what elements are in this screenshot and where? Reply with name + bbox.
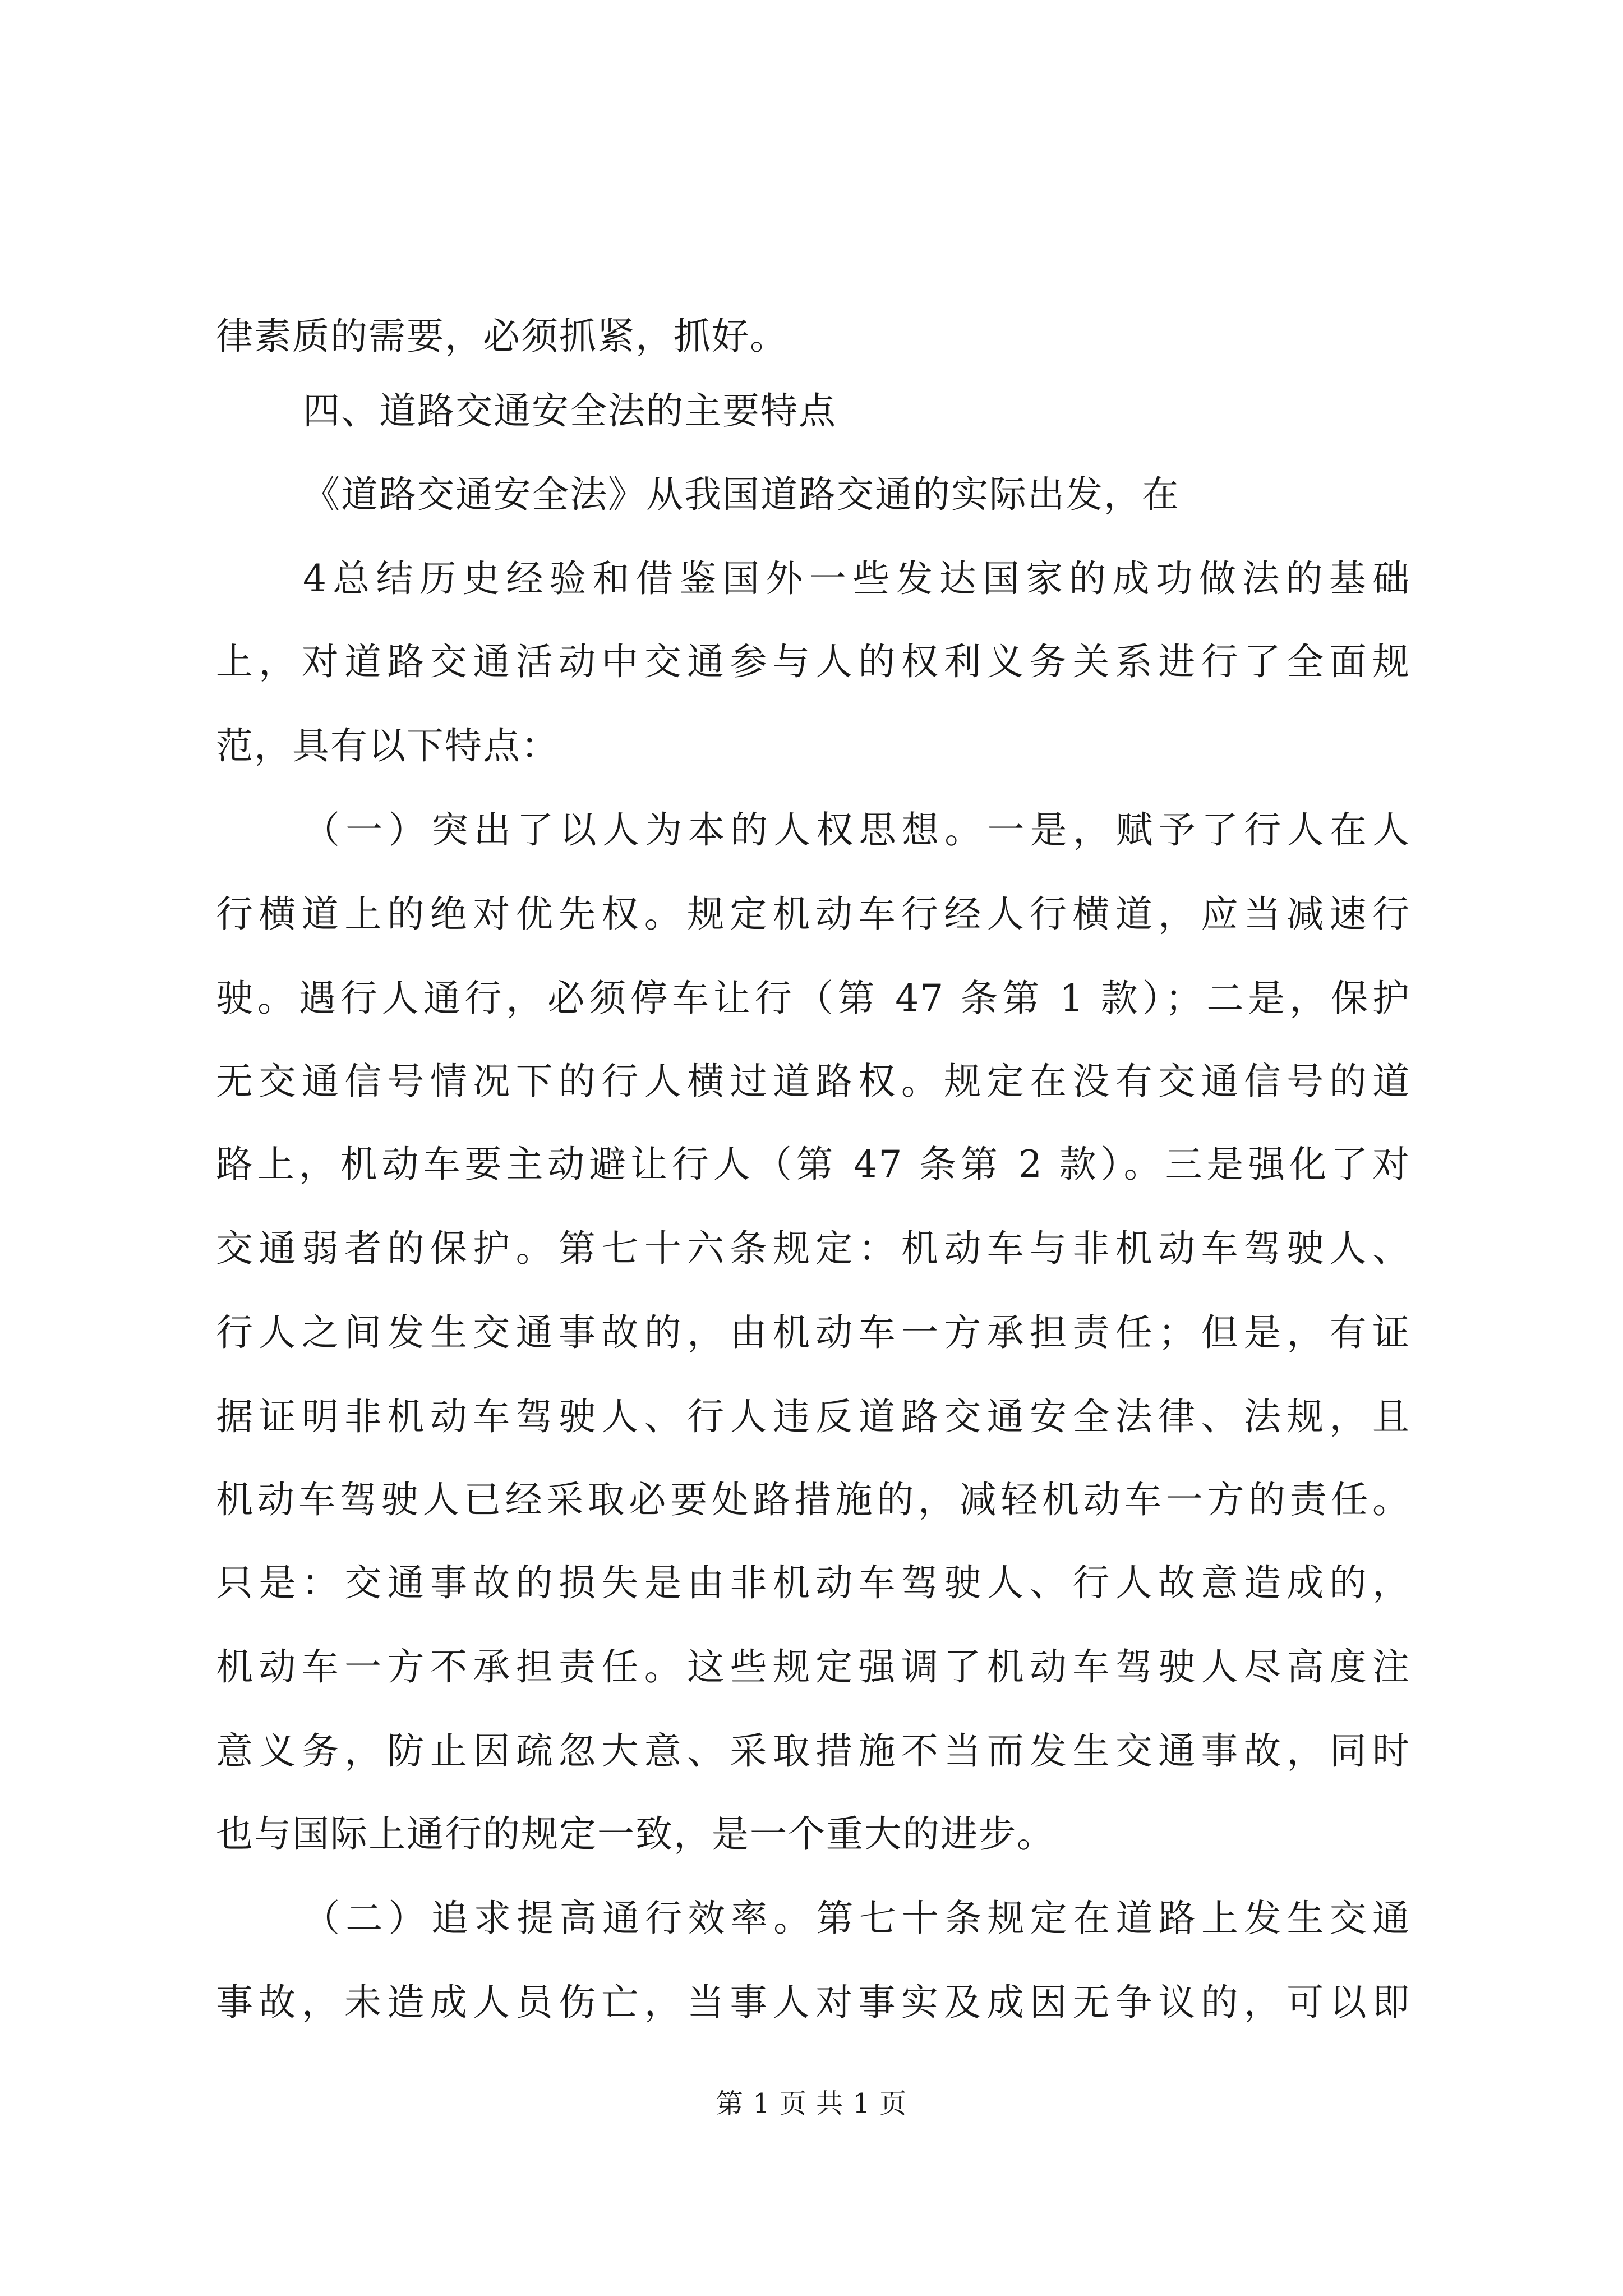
- text-line: 驶。遇行人通行，必须停车让行（第 47 条第 1 款）；二是，保护: [216, 977, 1410, 1020]
- text-line: 交通弱者的保护。第七十六条规定：机动车与非机动车驾驶人、: [216, 1227, 1410, 1270]
- text-line: 据证明非机动车驾驶人、行人违反道路交通安全法律、法规，且: [216, 1395, 1410, 1438]
- text-line: （一）突出了以人为本的人权思想。一是，赋予了行人在人: [303, 808, 1410, 852]
- section-heading: 四、道路交通安全法的主要特点: [303, 389, 837, 432]
- text-line: 范，具有以下特点：: [216, 724, 559, 767]
- page-footer: 第 1 页 共 1 页: [716, 2088, 907, 2119]
- text-line: 机动车一方不承担责任。这些规定强调了机动车驾驶人尽高度注: [216, 1645, 1410, 1688]
- text-line: 只是：交通事故的损失是由非机动车驾驶人、行人故意造成的，: [216, 1561, 1410, 1604]
- text-line: 《道路交通安全法》从我国道路交通的实际出发，在: [303, 473, 1180, 516]
- text-line: 事故，未造成人员伤亡，当事人对事实及成因无争议的，可以即: [216, 1981, 1410, 2024]
- text-line: 律素质的需要，必须抓紧，抓好。: [216, 315, 788, 358]
- text-line: 路上，机动车要主动避让行人（第 47 条第 2 款）。三是强化了对: [216, 1143, 1410, 1186]
- text-line: 无交通信号情况下的行人横过道路权。规定在没有交通信号的道: [216, 1060, 1410, 1103]
- text-line: （二）追求提高通行效率。第七十条规定在道路上发生交通: [303, 1897, 1410, 1940]
- text-line: 4总结历史经验和借鉴国外一些发达国家的成功做法的基础: [303, 557, 1410, 600]
- text-line: 行横道上的绝对优先权。规定机动车行经人行横道，应当减速行: [216, 892, 1410, 936]
- text-line: 也与国际上通行的规定一致，是一个重大的进步。: [216, 1812, 1055, 1856]
- text-line: 意义务，防止因疏忽大意、采取措施不当而发生交通事故，同时: [216, 1729, 1410, 1773]
- text-line: 机动车驾驶人已经采取必要处路措施的，减轻机动车一方的责任。: [216, 1478, 1410, 1521]
- text-line: 行人之间发生交通事故的，由机动车一方承担责任；但是，有证: [216, 1311, 1410, 1354]
- text-line: 上，对道路交通活动中交通参与人的权利义务关系进行了全面规: [216, 640, 1410, 683]
